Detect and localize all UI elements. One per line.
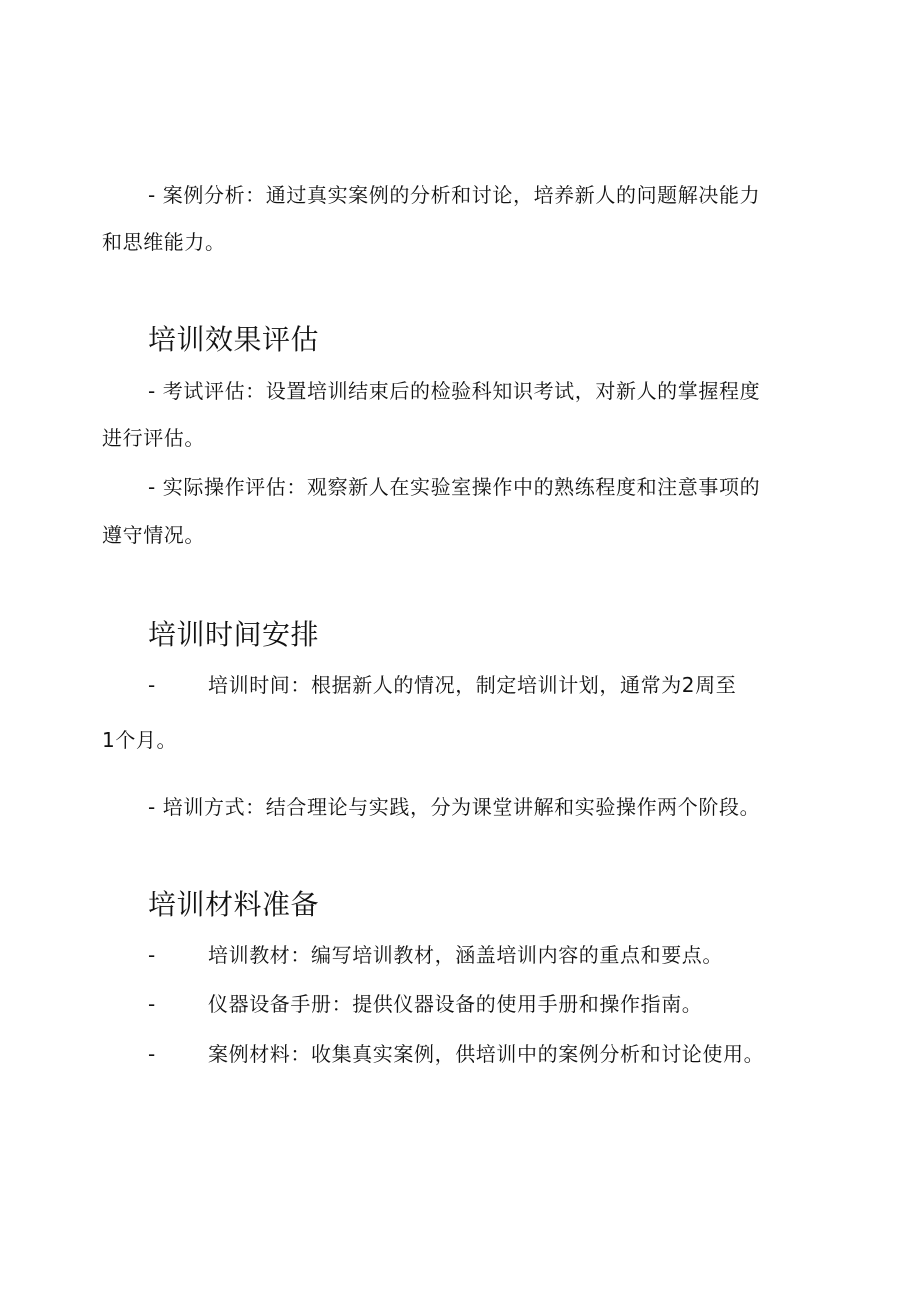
materials-item-equipment-manual: 仪器设备手册：提供仪器设备的使用手册和操作指南。 <box>208 992 703 1016</box>
training-time-dash: - <box>148 673 156 697</box>
materials-item-textbook: 培训教材：编写培训教材，涵盖培训内容的重点和要点。 <box>208 943 723 967</box>
practice-evaluation-line-2: 遵守情况。 <box>102 523 205 547</box>
case-analysis-line-2: 和思维能力。 <box>102 230 226 254</box>
exam-evaluation-line-2: 进行评估。 <box>102 426 205 450</box>
section-title-materials: 培训材料准备 <box>148 888 320 921</box>
training-method-line: - 培训方式：结合理论与实践，分为课堂讲解和实验操作两个阶段。 <box>148 795 761 819</box>
section-title-evaluation: 培训效果评估 <box>148 323 320 356</box>
materials-item-dash: - <box>148 943 156 967</box>
training-time-line-1: 培训时间：根据新人的情况，制定培训计划，通常为2周至 <box>208 673 737 697</box>
materials-item-dash: - <box>148 1042 156 1066</box>
case-analysis-line-1: - 案例分析：通过真实案例的分析和讨论，培养新人的问题解决能力 <box>148 183 761 207</box>
materials-item-dash: - <box>148 992 156 1016</box>
materials-item-case-materials: 案例材料：收集真实案例，供培训中的案例分析和讨论使用。 <box>208 1042 765 1066</box>
practice-evaluation-line-1: - 实际操作评估：观察新人在实验室操作中的熟练程度和注意事项的 <box>148 475 761 499</box>
exam-evaluation-line-1: - 考试评估：设置培训结束后的检验科知识考试，对新人的掌握程度 <box>148 379 761 403</box>
training-time-line-2: 1个月。 <box>102 728 178 752</box>
section-title-schedule: 培训时间安排 <box>148 618 320 651</box>
